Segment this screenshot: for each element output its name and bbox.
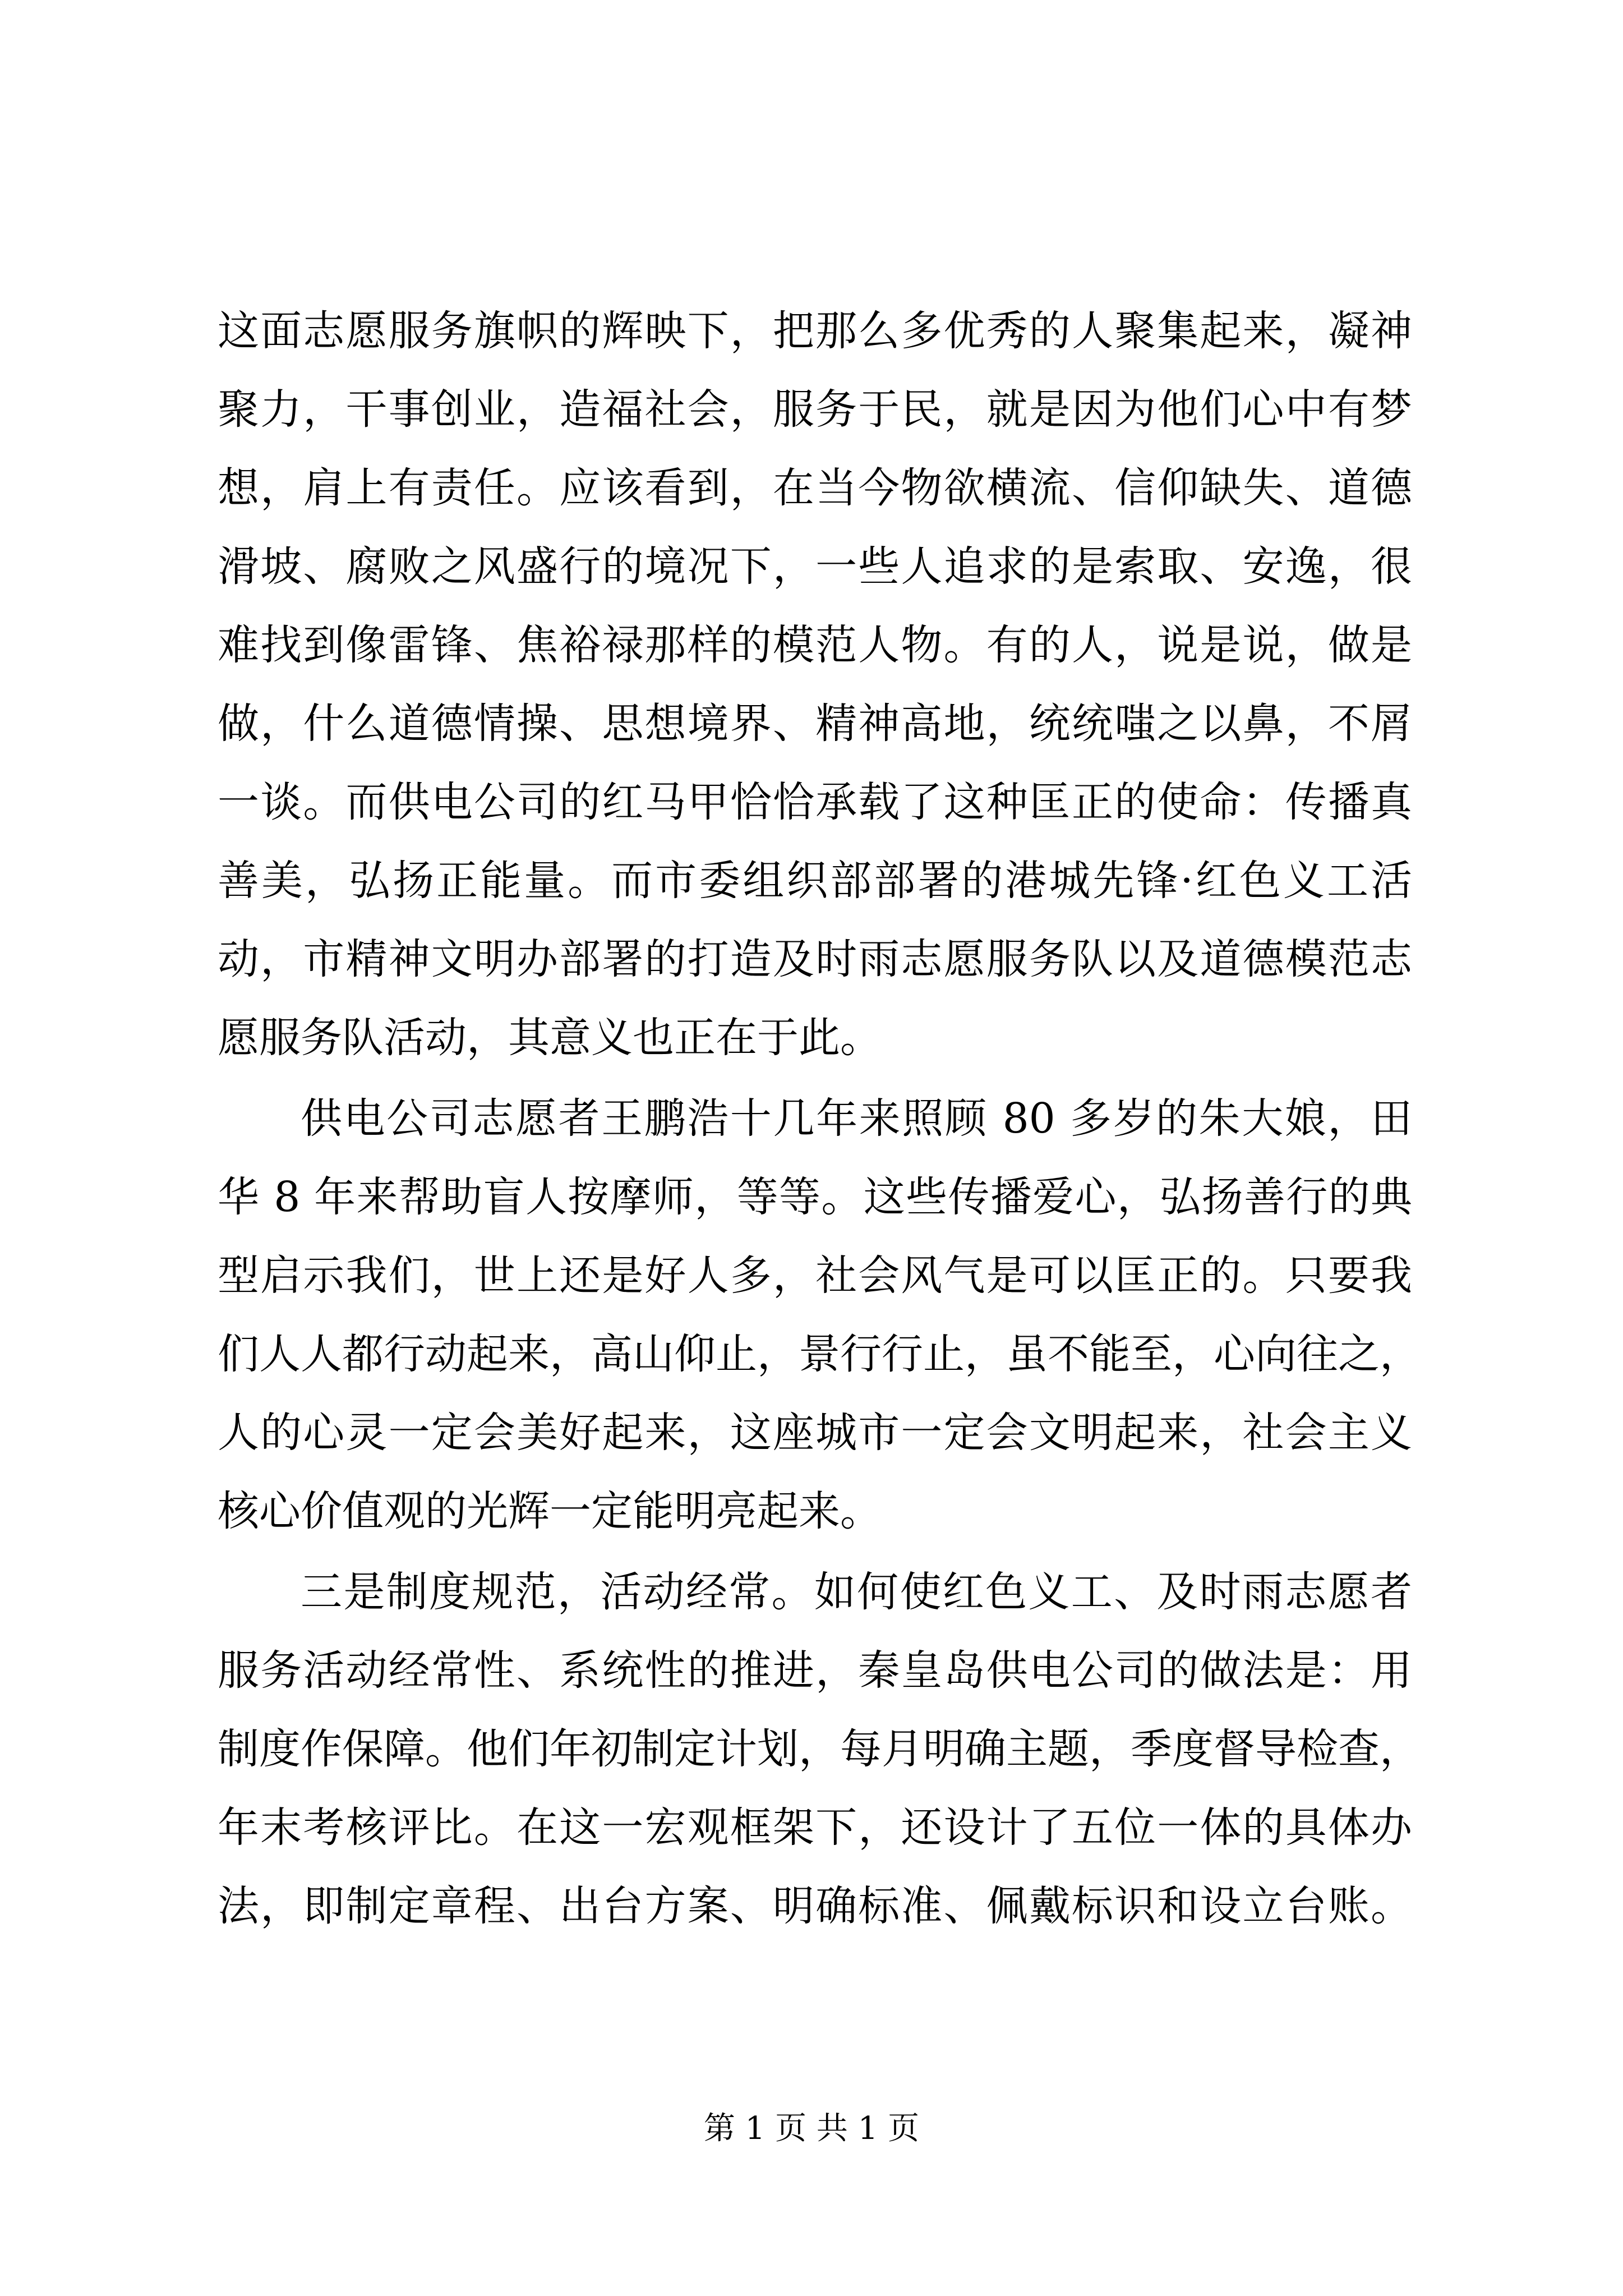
text-line: 一谈。而供电公司的红马甲恰恰承载了这种匡正的使命：传播真: [218, 778, 1412, 826]
text-line: 法，即制定章程、出台方案、明确标准、佩戴标识和设立台账。: [218, 1882, 1412, 1930]
page-number-label: 第 1 页 共 1 页: [703, 2110, 920, 2147]
paragraph: [218, 292, 1412, 1077]
page-footer: [0, 2106, 1623, 2151]
text-line: 核心价值观的光辉一定能明亮起来。: [218, 1487, 882, 1535]
paragraph: [218, 1079, 1421, 1550]
text-line: 愿服务队活动，其意义也正在于此。: [218, 1014, 882, 1062]
text-line: 这面志愿服务旗帜的辉映下，把那么多优秀的人聚集起来，凝神: [218, 307, 1412, 355]
text-line: 华 8 年来帮助盲人按摩师，等等。这些传播爱心，弘扬善行的典: [218, 1173, 1412, 1221]
text-line: 想，肩上有责任。应该看到，在当今物欲横流、信仰缺失、道德: [218, 464, 1412, 512]
text-line: 供电公司志愿者王鹏浩十几年来照顾 80 多岁的朱大娘，田: [301, 1094, 1412, 1143]
text-line: 服务活动经常性、系统性的推进，秦皇岛供电公司的做法是：用: [218, 1646, 1412, 1695]
text-line: 滑坡、腐败之风盛行的境况下，一些人追求的是索取、安逸，很: [218, 542, 1412, 591]
text-line: 三是制度规范，活动经常。如何使红色义工、及时雨志愿者: [301, 1568, 1412, 1616]
text-line: 善美，弘扬正能量。而市委组织部部署的港城先锋·红色义工活: [218, 857, 1412, 905]
body-text: [218, 292, 1421, 1945]
text-line: 动，市精神文明办部署的打造及时雨志愿服务队以及道德模范志: [218, 935, 1412, 983]
text-line: 难找到像雷锋、焦裕禄那样的模范人物。有的人，说是说，做是: [218, 621, 1412, 669]
text-line: 聚力，干事创业，造福社会，服务于民，就是因为他们心中有梦: [218, 385, 1412, 434]
text-line: 们人人都行动起来，高山仰止，景行行止，虽不能至，心向往之，: [218, 1330, 1421, 1378]
text-line: 制度作保障。他们年初制定计划，每月明确主题，季度督导检查，: [218, 1725, 1421, 1773]
paragraph: [218, 1553, 1421, 1945]
text-line: 型启示我们，世上还是好人多，社会风气是可以匡正的。只要我: [218, 1251, 1412, 1300]
text-line: 年末考核评比。在这一宏观框架下，还设计了五位一体的具体办: [218, 1803, 1412, 1852]
text-line: 人的心灵一定会美好起来，这座城市一定会文明起来，社会主义: [218, 1409, 1412, 1457]
text-line: 做，什么道德情操、思想境界、精神高地，统统嗤之以鼻，不屑: [218, 700, 1412, 748]
